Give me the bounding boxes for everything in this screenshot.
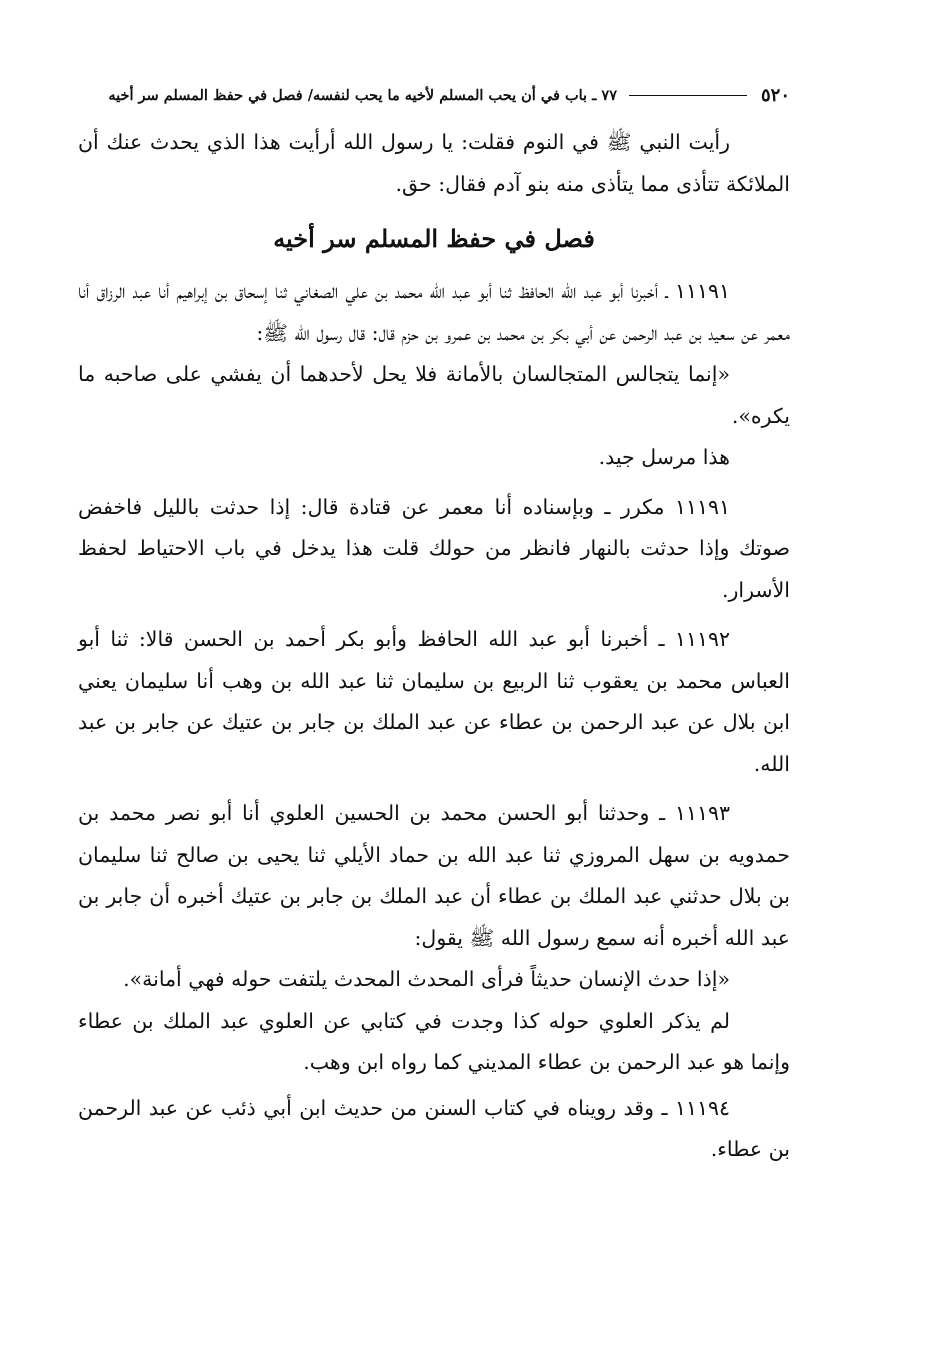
hadith-quote: «إنما يتجالس المتجالسان بالأمانة فلا يحل لأحدهما أن يفشي على صاحبه ما يكره». (78, 362, 790, 428)
book-page (78, 78, 790, 1171)
page-number: ٥٢٠ (760, 84, 790, 106)
hadith-text: ١١١٩٢ ـ أخبرنا أبو عبد الله الحافظ وأبو بكر أحمد بن الحسن قالا: ثنا أبو العباس محمد بن يعقوب ثنا الربيع بن سليمان ثنا عبد الله بن وهب أنا سليمان يعني ابن بلال عن عبد الرحمن بن عطاء عن عبد الملك بن جابر بن عتيك عن جابر بن عبد الله. (78, 627, 790, 776)
page-body (78, 122, 790, 1171)
hadith-text: ١١١٩٣ ـ وحدثنا أبو الحسن محمد بن الحسين العلوي أنا أبو نصر محمد بن حمدويه بن سهل المروزي ثنا عبد الله بن حماد الأيلي ثنا يحيى بن صالح ثنا سليمان بن بلال حدثني عبد الملك بن عطاء أن عبد الملك بن جابر بن عتيك أخبره أن جابر بن عبد الله أخبره أنه سمع رسول الله ﷺ يقول: (78, 801, 790, 950)
section-heading: فصل في حفظ المسلم سر أخيه (273, 224, 595, 253)
running-header (78, 78, 790, 112)
hadith-entry-11191 (78, 271, 790, 479)
header-rule (629, 95, 747, 96)
hadith-text: ١١١٩٤ ـ وقد رويناه في كتاب السنن من حديث ابن أبي ذئب عن عبد الرحمن بن عطاء. (78, 1095, 790, 1161)
intro-paragraph: رأيت النبي ﷺ في النوم فقلت: يا رسول الله أرأيت هذا الذي يحدث عنك أن الملائكة تتأذى مما يتأذى منه بنو آدم فقال: حق. (78, 130, 790, 196)
hadith-entry-11192 (78, 619, 790, 785)
hadith-entry-11194 (78, 1088, 790, 1171)
running-header-title: ٧٧ ـ باب في أن يحب المسلم لأخيه ما يحب لنفسه/ فصل في حفظ المسلم سر أخيه (108, 86, 617, 104)
hadith-entry-11193 (78, 793, 790, 1084)
hadith-note: لم يذكر العلوي حوله كذا وجدت في كتابي عن العلوي عبد الملك بن عطاء وإنما هو عبد الرحمن بن عطاء المديني كما رواه ابن وهب. (78, 1008, 790, 1074)
hadith-quote: «إذا حدث الإنسان حديثاً فرأى المحدث المحدث يلتفت حوله فهي أمانة». (123, 967, 730, 991)
hadith-text: ١١١٩١ ـ أخبرنا أبو عبد الله الحافظ ثنا أبو عبد الله محمد بن علي الصغاني ثنا إسحاق بن إبراهيم أنا عبد الرزاق أنا معمر عن سعيد بن عبد الرحمن عن أبي بكر بن محمد بن عمرو بن حزم قال: قال رسول الله ﷺ: (78, 279, 790, 345)
hadith-text: ١١١٩١ مكرر ـ وبإسناده أنا معمر عن قتادة قال: إذا حدثت بالليل فاخفض صوتك وإذا حدثت بالنهار فانظر من حولك قلت هذا يدخل في باب الاحتياط لحفظ الأسرار. (78, 494, 790, 602)
hadith-entry-11191-repeat (78, 487, 790, 612)
hadith-note: هذا مرسل جيد. (598, 445, 730, 469)
